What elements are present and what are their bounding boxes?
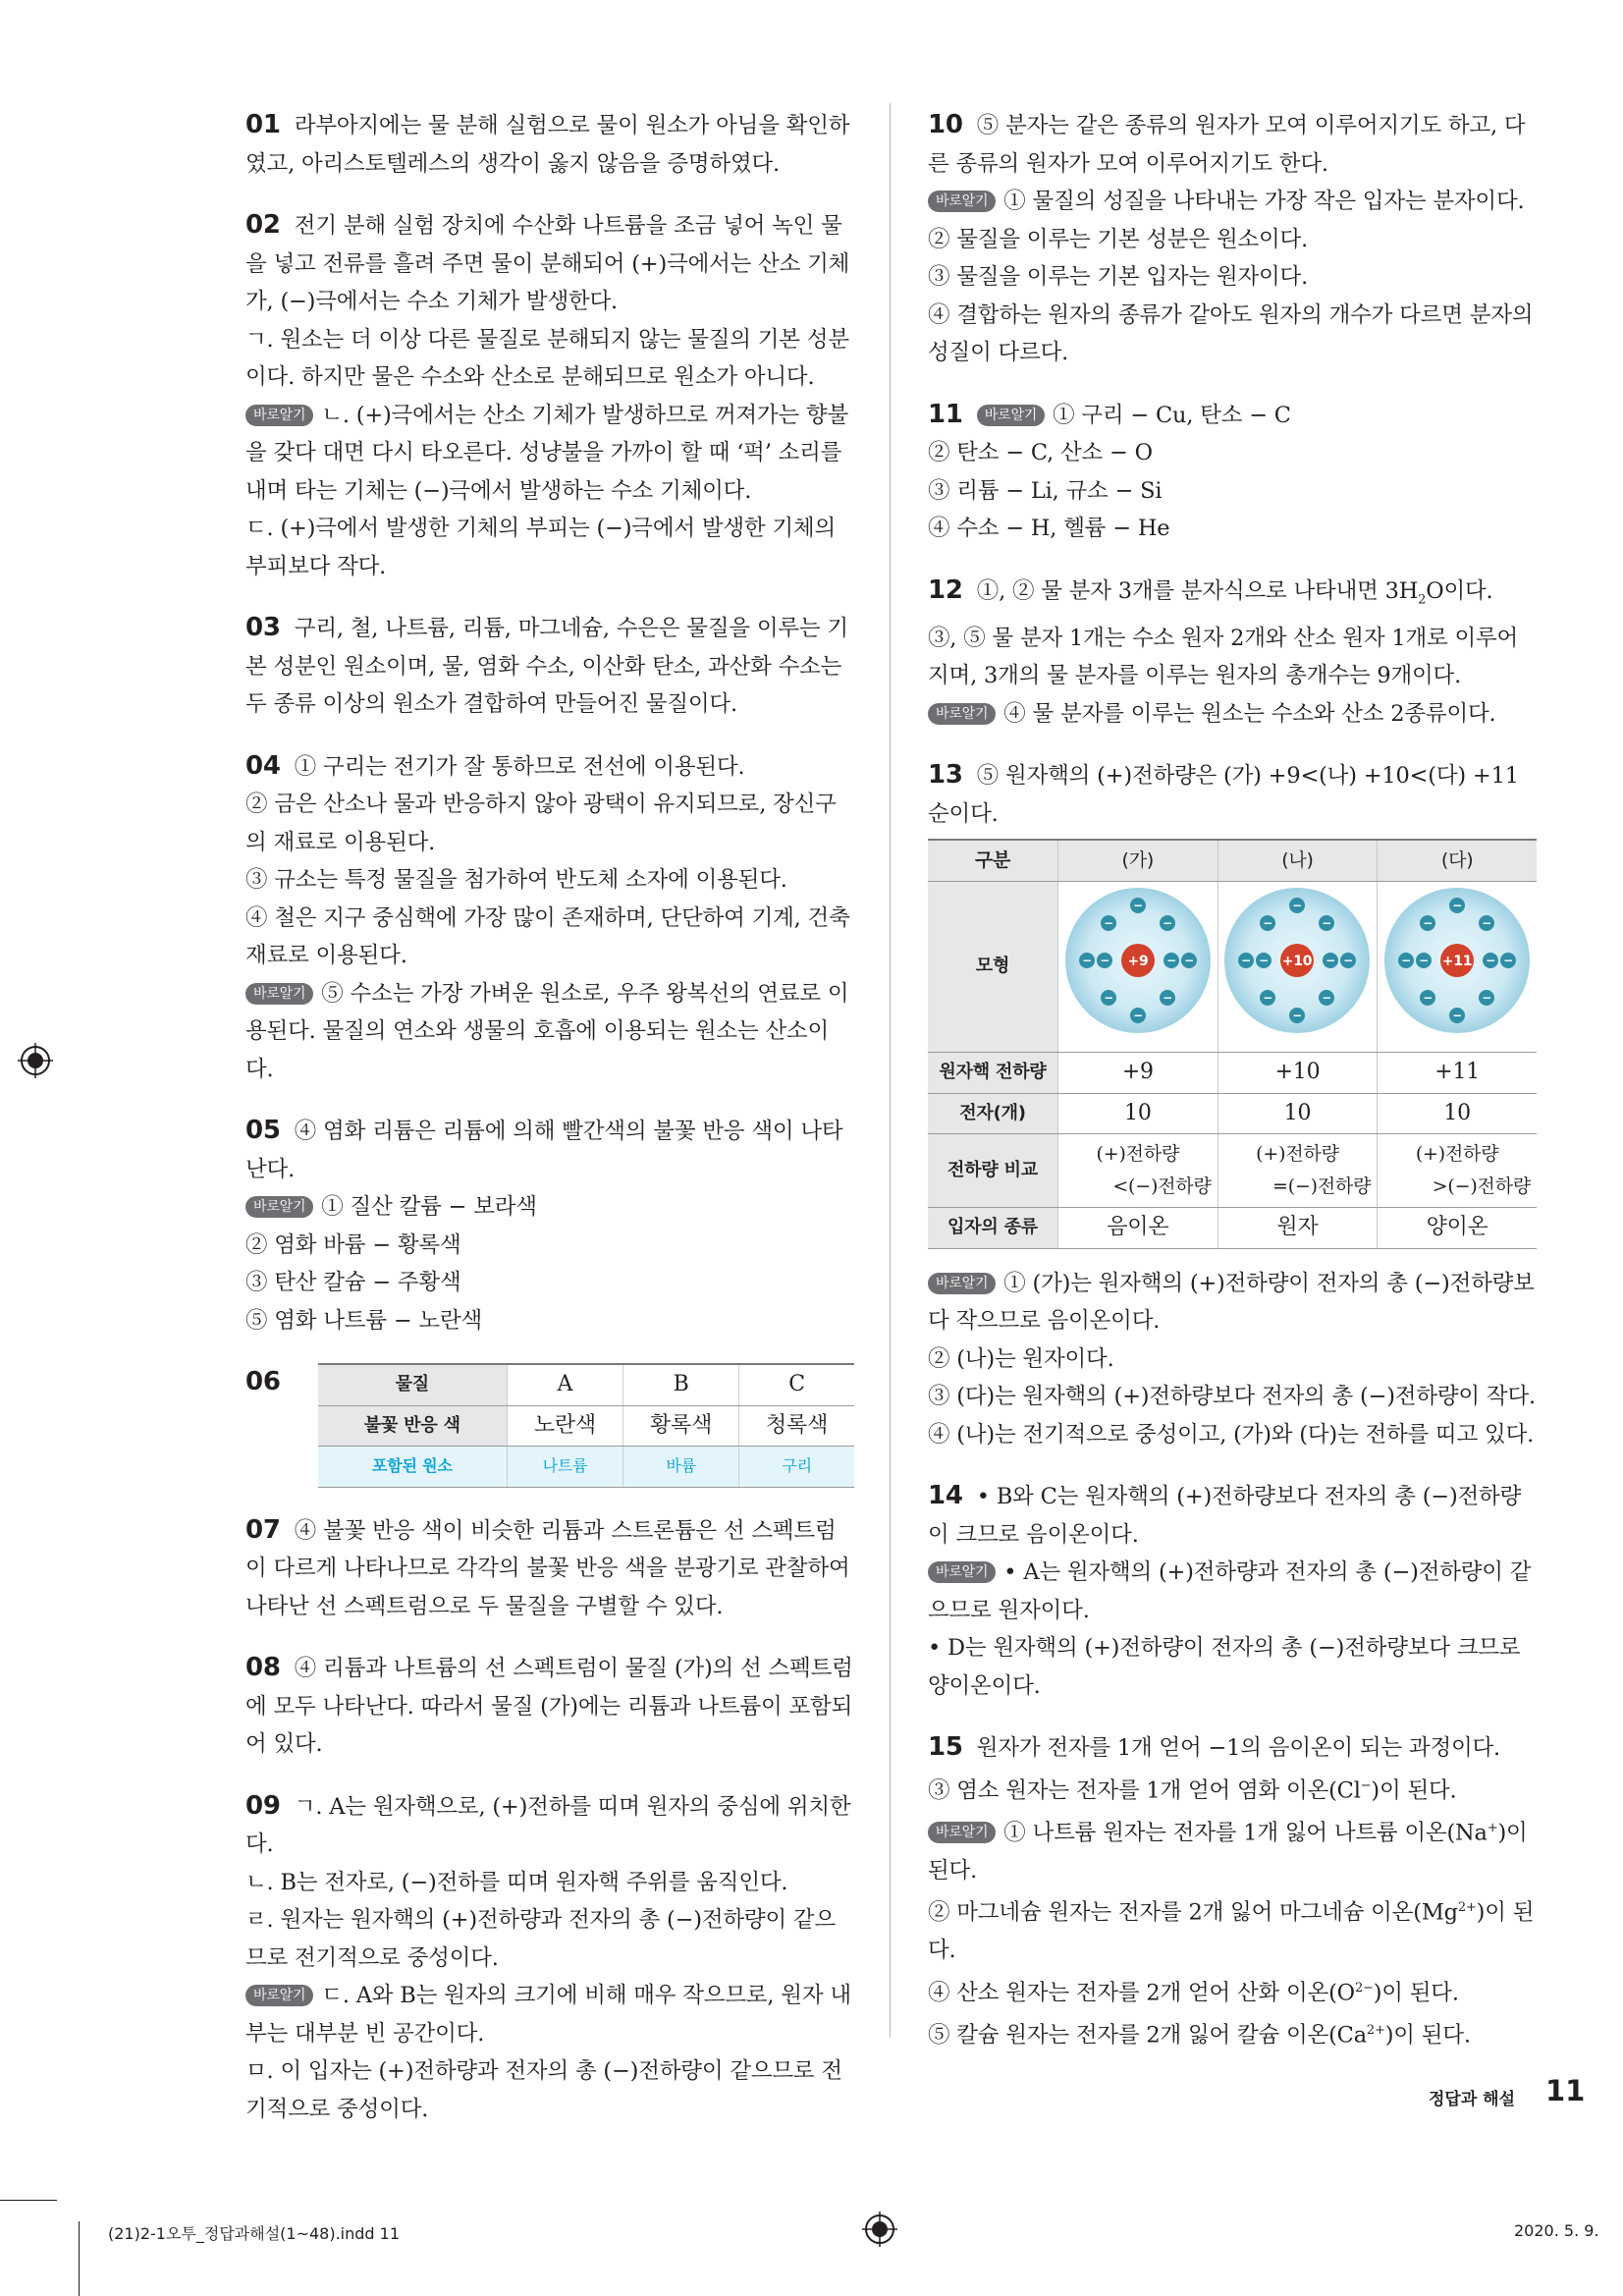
table-cell: +11 [1378, 1053, 1537, 1094]
table-row-label: 원자핵 전하량 [928, 1053, 1058, 1094]
table-row [928, 881, 1537, 1053]
answer-text: ④ 염화 리튬은 리튬에 의해 빨간색의 불꽃 반응 색이 나타난다. [245, 1119, 843, 1182]
answer-09 [245, 1787, 854, 2129]
question-number: 05 [245, 1116, 281, 1145]
explanation-line: )이 된다. [928, 1820, 1528, 1884]
correction-tag: 바로알기 [245, 983, 313, 1005]
answer-text: ⑤ 분자는 같은 종류의 원자가 모여 이루어지기도 하고, 다른 종류의 원자가 모여 이루어지기도 한다. [928, 113, 1526, 177]
electron-sign: − [1419, 953, 1430, 967]
table-cell: 노란색 [507, 1405, 622, 1447]
explanation-line: )이 된다. [928, 1899, 1535, 1963]
answer-text: ④ 불꽃 반응 색이 비슷한 리튬과 스트론튬은 선 스펙트럼이 다르게 나타나므로 각각의 불꽃 반응 색을 분광기로 관찰하여 나타난 선 스펙트럼으로 두 물질을 구별할 수 있다. [245, 1517, 850, 1619]
electron-sign: − [1292, 1008, 1303, 1022]
explanation-line: ㅁ. 이 입자는 (+)전하량과 전자의 총 (−)전하량이 같으므로 전기적으로 중성이다. [245, 2058, 842, 2122]
answer-text: ④ 리튬과 나트륨의 선 스펙트럼이 물질 (가)의 선 스펙트럼에 모두 나타난다. 따라서 물질 (가)에는 리튬과 나트륨이 포함되어 있다. [245, 1656, 853, 1757]
atom-model-ga [1059, 882, 1217, 1039]
table-row-label: 전하량 비교 [928, 1134, 1058, 1208]
explanation-line: ③ 규소는 특정 물질을 첨가하여 반도체 소자에 이용된다. [245, 867, 787, 893]
explanation-line: ④ (나)는 전기적으로 중성이고, (가)와 (다)는 전하를 띠고 있다. [928, 1421, 1535, 1448]
explanation-line: ㄱ. 원소는 더 이상 다른 물질로 분해되지 않는 물질의 기본 성분이다. 하지만 물은 수소와 산소로 분해되므로 원소가 아니다. [245, 326, 849, 390]
answer-text: 전기 분해 실험 장치에 수산화 나트륨을 조금 넣어 녹인 물을 넣고 전류를 흘려 주면 물이 분해되어 (+)극에서는 산소 기체가, (−)극에서는 수소 기체가 발생한다. [245, 213, 850, 314]
explanation-line: ① (가)는 원자핵의 (+)전하량이 전자의 총 (−)전하량보다 작으므로 음이온이다. [928, 1270, 1535, 1334]
explanation-line: ㄴ. (+)극에서는 산소 기체가 발생하므로 꺼져가는 향불을 갖다 대면 다시 타오른다. 성냥불을 가까이 할 때 ‘퍽’ 소리를 내며 타는 기체는 (−)극에서 발생하는 수소 기체이다. [245, 402, 849, 504]
table-cell: 음이온 [1058, 1208, 1218, 1249]
table-row [928, 1093, 1537, 1134]
atom-model-da [1379, 882, 1536, 1039]
table-cell: 원자 [1217, 1208, 1378, 1249]
electron-sign: − [1486, 953, 1496, 967]
crop-mark [0, 2200, 57, 2201]
explanation-line: ④ 산소 원자는 전자를 2개 얻어 산화 이온(O [928, 1980, 1355, 2005]
answer-text: 구리, 철, 나트륨, 리튬, 마그네슘, 수은은 물질을 이루는 기본 성분인 원소이며, 물, 염화 수소, 이산화 탄소, 과산화 수소는 두 종류 이상의 원소가 결합하여 만들어진 물질이다. [245, 616, 848, 717]
electron-sign: − [1401, 953, 1412, 967]
table-row [928, 840, 1537, 881]
question-number: 15 [928, 1732, 963, 1762]
electron-sign: − [1503, 953, 1514, 967]
atom-model-cell [1058, 881, 1218, 1053]
explanation-line: ③ 탄산 칼슘 − 주황색 [245, 1270, 461, 1295]
slug-filename: (21)2-1오투_정답과해설(1~48).indd 11 [108, 2224, 401, 2243]
superscript: 2− [1354, 1980, 1374, 1995]
atom-model-na [1218, 882, 1376, 1039]
answer-02 [245, 206, 854, 585]
table-cell [1217, 1134, 1378, 1208]
flame-color-table [318, 1363, 854, 1488]
answer-06 [245, 1363, 854, 1488]
question-number: 07 [245, 1514, 281, 1545]
registration-mark-icon [862, 2212, 897, 2247]
electron-sign: − [1183, 953, 1194, 967]
explanation-line: ㄷ. (+)극에서 발생한 기체의 부피는 (−)극에서 발생한 기체의 부피보다 작다. [245, 516, 837, 579]
explanation-line: ② 탄소 − C, 산소 − O [928, 440, 1153, 465]
table-row [318, 1405, 854, 1447]
question-number: 09 [245, 1790, 281, 1821]
answer-text: 라부아지에는 물 분해 실험으로 물이 원소가 아님을 확인하였고, 아리스토텔레스의 생각이 옳지 않음을 증명하였다. [245, 113, 850, 177]
explanation-line: ① 구리는 전기가 잘 통하므로 전선에 이용된다. [294, 753, 745, 780]
electron-sign: − [1162, 915, 1172, 930]
correction-tag: 바로알기 [245, 1196, 313, 1218]
explanation-line: ④ 물 분자를 이루는 원소는 수소와 산소 2종류이다. [1003, 700, 1496, 727]
answer-text: • B와 C는 원자핵의 (+)전하량보다 전자의 총 (−)전하량이 크므로 음이온이다. [928, 1484, 1522, 1548]
electron-sign: − [1452, 898, 1463, 912]
answer-text: ㄱ. A는 원자핵으로, (+)전하를 띠며 원자의 중심에 위치한다. [245, 1793, 851, 1857]
answer-text: O이다. [1426, 577, 1493, 604]
table-row [928, 1134, 1537, 1208]
correction-tag: 바로알기 [977, 405, 1045, 426]
answer-05 [245, 1112, 854, 1339]
footer-label: 정답과 해설 [1429, 2090, 1516, 2109]
table-header-cell: A [507, 1364, 622, 1405]
electron-sign: − [1103, 990, 1113, 1005]
explanation-line: ⑤ 염화 나트륨 − 노란색 [245, 1307, 483, 1334]
answer-text: 원자가 전자를 1개 얻어 −1의 음이온이 되는 과정이다. [976, 1735, 1500, 1761]
atom-model-cell [1217, 881, 1378, 1053]
answer-11 [928, 396, 1537, 548]
explanation-line: ⑤ 칼슘 원자는 전자를 2개 잃어 칼슘 이온(Ca [928, 2022, 1367, 2048]
table-row-label: 불꽃 반응 색 [318, 1405, 508, 1447]
electron-sign: − [1423, 990, 1434, 1005]
table-cell: 10 [1378, 1093, 1537, 1134]
electron-sign: − [1132, 1008, 1143, 1022]
electron-sign: − [1292, 898, 1303, 912]
electron-sign: − [1263, 990, 1273, 1005]
question-number: 04 [245, 750, 281, 781]
electron-sign: − [1165, 953, 1176, 967]
correction-tag: 바로알기 [245, 1985, 313, 2006]
table-row-label: 입자의 종류 [928, 1208, 1058, 1249]
superscript: + [1487, 1820, 1498, 1835]
table-row [318, 1364, 854, 1405]
superscript: 2+ [1366, 2022, 1385, 2038]
electron-sign: − [1482, 990, 1492, 1005]
nucleus-charge: +9 [1127, 953, 1149, 969]
compare-top: (+)전하량 [1256, 1143, 1339, 1165]
answer-04 [245, 747, 854, 1089]
explanation-line: ② 물질을 이루는 기본 성분은 원소이다. [928, 226, 1309, 252]
compare-top: (+)전하량 [1415, 1143, 1499, 1165]
electron-sign: − [1241, 953, 1252, 967]
answer-15 [928, 1728, 1537, 2054]
electron-sign: − [1081, 953, 1092, 967]
atom-model-cell [1378, 881, 1537, 1053]
question-number: 03 [245, 613, 281, 642]
table-row-label: 전자(개) [928, 1093, 1058, 1134]
explanation-line: )이 된다. [1373, 1980, 1459, 2005]
electron-sign: − [1132, 898, 1143, 912]
explanation-line: ② (나)는 원자이다. [928, 1345, 1114, 1372]
explanation-line: ③, ⑤ 물 분자 1개는 수소 원자 2개와 산소 원자 1개로 이루어지며, 3개의 물 분자를 이루는 원자의 총개수는 9개이다. [928, 625, 1519, 688]
electron-sign: − [1162, 990, 1172, 1005]
question-number: 14 [928, 1481, 963, 1510]
table-cell: 바륨 [622, 1447, 738, 1488]
explanation-line: ① 물질의 성질을 나타내는 가장 작은 입자는 분자이다. [1003, 189, 1525, 214]
explanation-line: ③ 염소 원자는 전자를 1개 얻어 염화 이온(Cl [928, 1777, 1361, 1803]
correction-tag: 바로알기 [928, 703, 996, 725]
answer-08 [245, 1649, 854, 1764]
subscript: 2 [1418, 592, 1427, 607]
explanation-line: ② 염화 바륨 − 황록색 [245, 1231, 461, 1258]
ion-comparison-table [928, 839, 1537, 1249]
table-cell: 나트륨 [507, 1447, 622, 1488]
right-column [928, 106, 1537, 2078]
explanation-line: ④ 철은 지구 중심핵에 가장 많이 존재하며, 단단하여 기계, 건축 재료로 이용된다. [245, 904, 850, 968]
electron-sign: − [1103, 915, 1113, 930]
explanation-line: ③ 리튬 − Li, 규소 − Si [928, 477, 1163, 504]
question-number: 10 [928, 110, 963, 139]
table-cell: 황록색 [622, 1405, 738, 1447]
explanation-line: ② 금은 산소나 물과 반응하지 않아 광택이 유지되므로, 장신구의 재료로 이용된다. [245, 792, 837, 855]
electron-sign: − [1322, 915, 1332, 930]
electron-sign: − [1263, 915, 1273, 930]
electron-sign: − [1482, 915, 1492, 930]
electron-sign: − [1322, 990, 1332, 1005]
table-cell [1378, 1134, 1537, 1208]
correction-tag: 바로알기 [928, 1822, 996, 1843]
slug-date: 2020. 5. 9. [1514, 2221, 1599, 2240]
electron-sign: − [1423, 915, 1434, 930]
table-cell [1058, 1134, 1218, 1208]
answer-13 [928, 756, 1537, 1453]
answer-text: ①, ② 물 분자 3개를 분자식으로 나타내면 3H [976, 577, 1419, 604]
explanation-line: ④ 결합하는 원자의 종류가 같아도 원자의 개수가 다르면 분자의 성질이 다르다. [928, 301, 1534, 365]
table-header-cell: (가) [1058, 840, 1218, 881]
question-number: 12 [928, 574, 963, 605]
answer-07 [245, 1511, 854, 1626]
compare-bottom: =(−)전하량 [1271, 1175, 1372, 1197]
explanation-line: )이 된다. [1384, 2022, 1471, 2048]
answer-03 [245, 609, 854, 724]
explanation-line: ③ 물질을 이루는 기본 입자는 원자이다. [928, 264, 1309, 290]
correction-tag: 바로알기 [928, 1273, 996, 1294]
question-number: 11 [928, 399, 963, 429]
correction-tag: 바로알기 [245, 405, 313, 426]
answer-01 [245, 106, 854, 183]
registration-mark-icon [18, 1043, 53, 1078]
table-cell: 10 [1058, 1093, 1218, 1134]
superscript: 2+ [1457, 1900, 1477, 1915]
compare-bottom: <(−)전하량 [1112, 1175, 1212, 1197]
table-header-cell: B [622, 1364, 738, 1405]
table-header-cell: 구분 [928, 840, 1058, 881]
superscript: − [1360, 1777, 1372, 1793]
table-cell: 10 [1217, 1093, 1378, 1134]
nucleus-charge: +11 [1441, 953, 1473, 969]
explanation-line: ② 마그네슘 원자는 전자를 2개 잃어 마그네슘 이온(Mg [928, 1899, 1458, 1926]
crop-mark [79, 2221, 80, 2296]
left-column [245, 106, 854, 2152]
table-row-label: 포함된 원소 [318, 1447, 508, 1488]
question-number: 13 [928, 760, 963, 790]
explanation-line: )이 된다. [1371, 1777, 1457, 1803]
compare-bottom: >(−)전하량 [1432, 1175, 1531, 1197]
table-cell: +10 [1217, 1053, 1378, 1094]
explanation-line: ① 질산 칼륨 − 보라색 [321, 1194, 537, 1220]
explanation-line: • A는 원자핵의 (+)전하량과 전자의 총 (−)전하량이 같으므로 원자이다. [928, 1559, 1532, 1623]
table-row [318, 1447, 854, 1488]
correction-tag: 바로알기 [928, 191, 996, 212]
explanation-line: ⑤ 수소는 가장 가벼운 원소로, 우주 왕복선의 연료로 이용된다. 물질의 연소와 생물의 호흡에 이용되는 원소는 산소이다. [245, 980, 849, 1082]
question-number: 01 [245, 110, 281, 139]
electron-sign: − [1259, 953, 1270, 967]
table-cell: +9 [1058, 1053, 1218, 1094]
electron-sign: − [1343, 953, 1354, 967]
explanation-line: ㄹ. 원자는 원자핵의 (+)전하량과 전자의 총 (−)전하량이 같으므로 전기적으로 중성이다. [245, 1907, 837, 1971]
question-number: 08 [245, 1653, 281, 1682]
explanation-line: ① 나트륨 원자는 전자를 1개 잃어 나트륨 이온(Na [1003, 1820, 1488, 1845]
explanation-line: ① 구리 − Cu, 탄소 − C [1053, 402, 1291, 428]
electron-sign: − [1099, 953, 1109, 967]
table-header-cell: (다) [1378, 840, 1537, 881]
electron-sign: − [1325, 953, 1336, 967]
column-divider [890, 103, 891, 2038]
answer-14 [928, 1477, 1537, 1705]
explanation-line: ④ 수소 − H, 헬륨 − He [928, 516, 1170, 541]
table-row [928, 1208, 1537, 1249]
nucleus-charge: +10 [1282, 953, 1313, 969]
table-cell: 양이온 [1378, 1208, 1537, 1249]
electron-sign: − [1452, 1008, 1463, 1022]
answer-text: ⑤ 원자핵의 (+)전하량은 (가) +9<(나) +10<(다) +11 순이다. [928, 763, 1519, 827]
table-row [928, 1053, 1537, 1094]
explanation-line: ㄷ. A와 B는 원자의 크기에 비해 매우 작으므로, 원자 내부는 대부분 빈 공간이다. [245, 1983, 851, 2047]
table-cell: 청록색 [739, 1405, 854, 1447]
table-header-cell: (나) [1217, 840, 1378, 881]
answer-10 [928, 106, 1537, 372]
table-cell: 구리 [739, 1447, 854, 1488]
explanation-line: • D는 원자핵의 (+)전하량이 전자의 총 (−)전하량보다 크므로 양이온이다. [928, 1635, 1521, 1699]
answer-12 [928, 572, 1537, 734]
correction-tag: 바로알기 [928, 1561, 996, 1583]
explanation-line: ③ (다)는 원자핵의 (+)전하량보다 전자의 총 (−)전하량이 작다. [928, 1384, 1536, 1409]
explanation-line: ㄴ. B는 전자로, (−)전하를 띠며 원자핵 주위를 움직인다. [245, 1869, 788, 1895]
compare-top: (+)전하량 [1096, 1143, 1180, 1165]
table-row-label: 모형 [928, 881, 1058, 1053]
question-number: 02 [245, 210, 281, 240]
table-header-cell: 물질 [318, 1364, 508, 1405]
table-header-cell: C [739, 1364, 854, 1405]
page-number: 11 [1545, 2074, 1586, 2107]
question-number: 06 [245, 1367, 281, 1396]
